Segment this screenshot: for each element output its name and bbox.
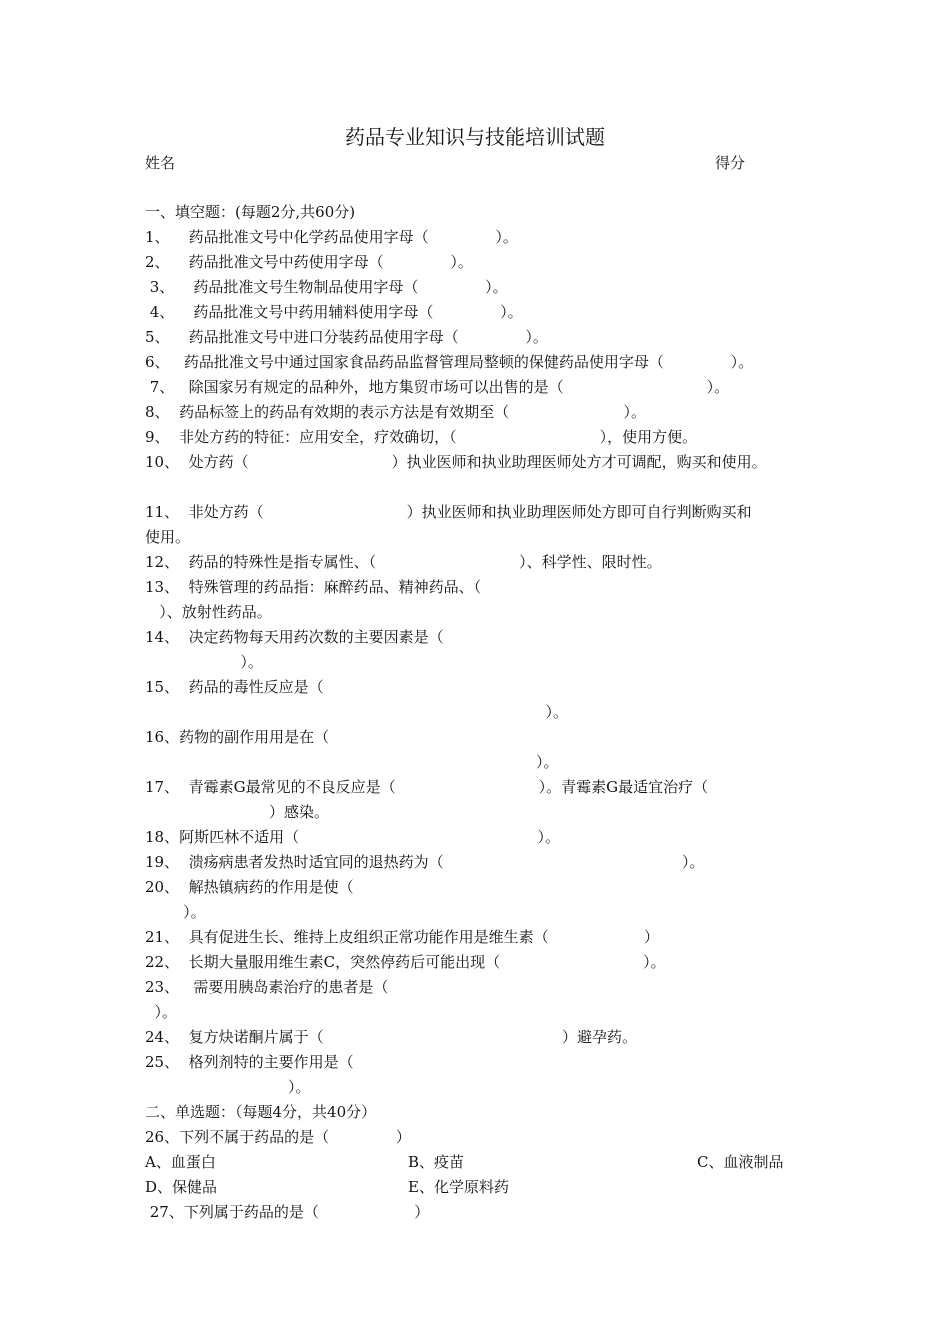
question-14-cont: ）。 — [145, 653, 263, 671]
question-15: 15、 药品的毒性反应是（ — [145, 678, 324, 696]
question-17: 17、 青霉素G最常见的不良反应是（ ）。青霉素G最适宜治疗（ — [145, 778, 709, 796]
question-22: 22、 长期大量服用维生素C，突然停药后可能出现（ ）。 — [145, 953, 666, 971]
question-20-cont: ）。 — [145, 903, 206, 921]
question-5: 5、 药品批准文号中进口分装药品使用字母（ ）。 — [145, 328, 548, 346]
question-26: 26、下列不属于药品的是（ ） — [145, 1128, 411, 1146]
question-25: 25、 格列剂特的主要作用是（ — [145, 1053, 354, 1071]
score-label: 得分 — [715, 154, 746, 172]
q26-option-a: A、血蛋白 — [145, 1153, 216, 1171]
question-24: 24、 复方炔诺酮片属于（ ）避孕药。 — [145, 1028, 638, 1046]
question-3: 3、 药品批准文号生物制品使用字母（ ）。 — [145, 278, 508, 296]
q26-option-d: D、保健品 — [145, 1178, 218, 1196]
question-6: 6、 药品批准文号中通过国家食品药品监督管理局整顿的保健药品使用字母（ ）。 — [145, 353, 754, 371]
question-21: 21、 具有促进生长、维持上皮组织正常功能作用是维生素（ ） — [145, 928, 659, 946]
question-11: 11、 非处方药（ ）执业医师和执业助理医师处方即可自行判断购买和 — [145, 503, 752, 521]
question-13: 13、 特殊管理的药品指：麻醉药品、精神药品、（ — [145, 578, 482, 596]
question-7: 7、 除国家另有规定的品种外，地方集贸市场可以出售的是（ ）。 — [145, 378, 730, 396]
question-10: 10、 处方药（ ）执业医师和执业助理医师处方才可调配，购买和使用。 — [145, 453, 767, 471]
section-1-header: 一、填空题：(每题2分,共60分) — [145, 203, 356, 221]
page-title: 药品专业知识与技能培训试题 — [345, 125, 605, 149]
q26-option-b: B、疫苗 — [408, 1153, 465, 1171]
question-8: 8、 药品标签上的药品有效期的表示方法是有效期至（ ）。 — [145, 403, 647, 421]
question-23-cont: ）。 — [145, 1003, 178, 1021]
section-2-header: 二、单选题：（每题4分，共40分） — [145, 1103, 377, 1121]
question-11-cont: 使用。 — [145, 528, 191, 546]
question-12: 12、 药品的特殊性是指专属性、（ ）、科学性、限时性。 — [145, 553, 662, 571]
question-18: 18、阿斯匹林不适用（ ）。 — [145, 828, 560, 846]
question-1: 1、 药品批准文号中化学药品使用字母（ ）。 — [145, 228, 518, 246]
question-4: 4、 药品批准文号中药用辅料使用字母（ ）。 — [145, 303, 523, 321]
question-17-cont: ）感染。 — [145, 803, 329, 821]
question-23: 23、 需要用胰岛素治疗的患者是（ — [145, 978, 389, 996]
question-16: 16、药物的副作用用是在（ — [145, 728, 330, 746]
question-20: 20、 解热镇病药的作用是使（ — [145, 878, 354, 896]
q26-option-c: C、血液制品 — [697, 1153, 784, 1171]
question-14: 14、 决定药物每天用药次数的主要因素是（ — [145, 628, 444, 646]
question-13-cont: ）、放射性药品。 — [145, 603, 272, 621]
question-16-cont: ）。 — [145, 753, 559, 771]
question-15-cont: ）。 — [145, 703, 569, 721]
question-9: 9、 非处方药的特征：应用安全，疗效确切，（ ），使用方便。 — [145, 428, 698, 446]
question-19: 19、 溃疡病患者发热时适宜同的退热药为（ ）。 — [145, 853, 705, 871]
q26-option-e: E、化学原料药 — [408, 1178, 509, 1196]
question-25-cont: ）。 — [145, 1078, 311, 1096]
question-2: 2、 药品批准文号中药使用字母（ ）。 — [145, 253, 473, 271]
name-label: 姓名 — [145, 154, 176, 172]
question-27: 27、下列属于药品的是（ ） — [145, 1203, 430, 1221]
